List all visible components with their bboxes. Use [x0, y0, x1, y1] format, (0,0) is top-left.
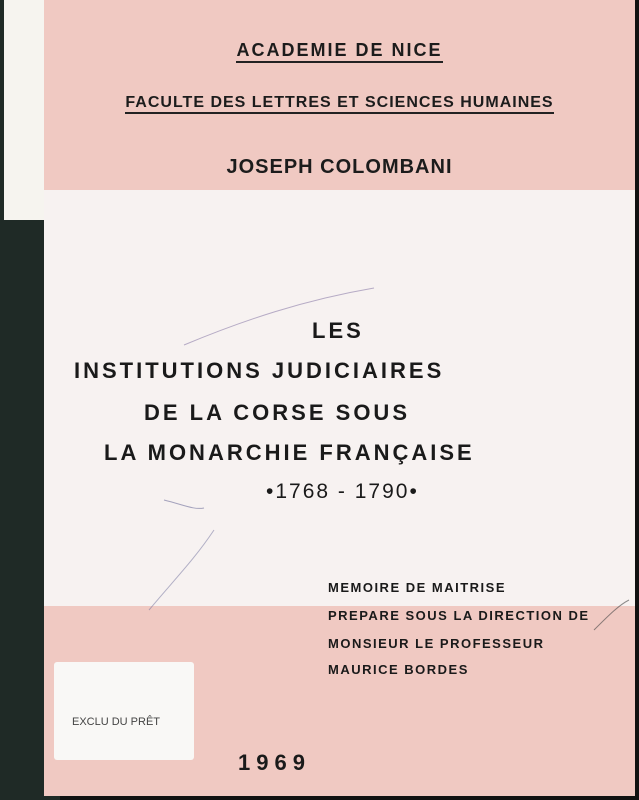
- title-line-2: INSTITUTIONS JUDICIAIRES: [74, 358, 445, 383]
- spine-paper-strip: [4, 0, 44, 220]
- memo-line-2: PREPARE SOUS LA DIRECTION DE: [328, 608, 590, 623]
- memo-line-4: MAURICE BORDES: [328, 662, 469, 677]
- book-cover: [44, 0, 635, 796]
- title-line-1: LES: [312, 318, 364, 343]
- academy-heading: ACADEMIE DE NICE: [44, 40, 635, 61]
- publication-year: 1969: [238, 750, 311, 775]
- memo-line-1: MEMOIRE DE MAITRISE: [328, 580, 507, 595]
- title-line-3: DE LA CORSE SOUS: [144, 400, 410, 425]
- library-stamp: EXCLU DU PRÊT: [54, 662, 194, 760]
- faculty-heading: FACULTE DES LETTRES ET SCIENCES HUMAINES: [44, 94, 635, 112]
- author-name: JOSEPH COLOMBANI: [226, 156, 453, 178]
- title-line-4: LA MONARCHIE FRANÇAISE: [104, 440, 475, 465]
- memo-line-3: MONSIEUR LE PROFESSEUR: [328, 636, 545, 651]
- title-dates: •1768 - 1790•: [266, 480, 419, 503]
